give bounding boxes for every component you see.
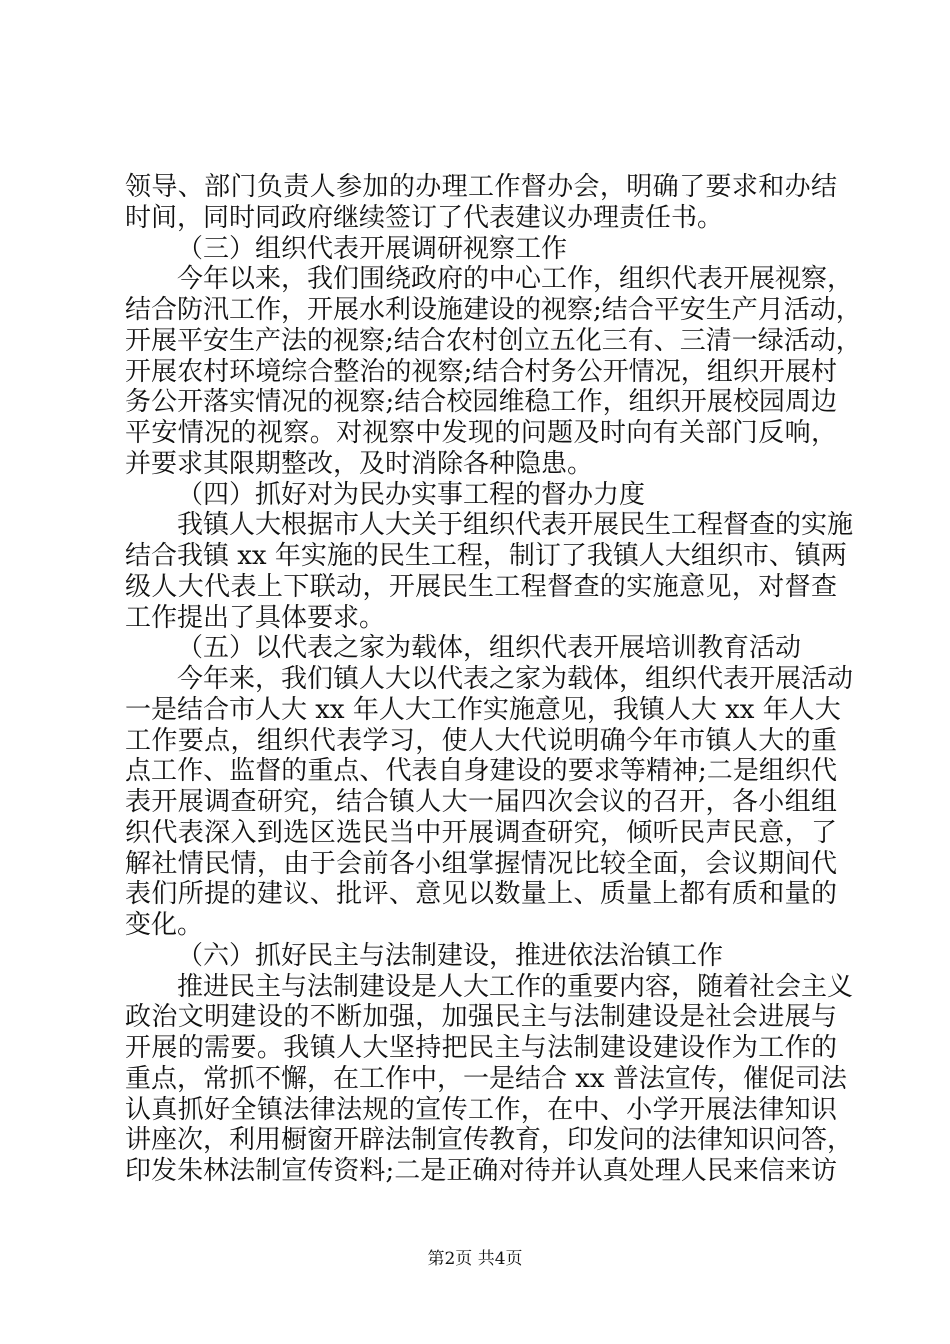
paragraph-line: 级人大代表上下联动，开展民生工程督查的实施意见，对督查: [125, 571, 837, 602]
paragraph-line: 工作要点，组织代表学习，使人大代说明确今年市镇人大的重: [125, 725, 837, 756]
paragraph-line: 一是结合市人大 xx 年人大工作实施意见，我镇人大 xx 年人大: [125, 694, 841, 725]
paragraph-line: 工作提出了具体要求。: [125, 602, 386, 633]
paragraph-line: 表开展调查研究，结合镇人大一届四次会议的召开，各小组组: [125, 787, 837, 817]
paragraph-line: 结合防汛工作，开展水利设施建设的视察;结合平安生产月活动，: [125, 295, 862, 325]
paragraph-line: 认真抓好全镇法律法规的宣传工作，在中、小学开展法律知识: [125, 1094, 837, 1125]
paragraph-line: 今年以来，我们围绕政府的中心工作，组织代表开展视察，: [177, 264, 854, 295]
paragraph-line: 结合我镇 xx 年实施的民生工程，制订了我镇人大组织市、镇两: [125, 541, 847, 571]
paragraph-line: 推进民主与法制建设是人大工作的重要内容，随着社会主义: [177, 971, 854, 1002]
paragraph-line: 印发朱林法制宣传资料;二是正确对待并认真处理人民来信来访: [125, 1156, 837, 1186]
paragraph-line: 开展农村环境综合整治的视察;结合村务公开情况，组织开展村: [125, 356, 837, 387]
paragraph-line: 开展的需要。我镇人大坚持把民主与法制建设建设作为工作的: [125, 1033, 837, 1063]
paragraph-line: 领导、部门负责人参加的办理工作督办会，明确了要求和办结: [125, 172, 837, 202]
paragraph-line: 时间，同时同政府继续签订了代表建议办理责任书。: [125, 202, 724, 233]
paragraph-line: 务公开落实情况的视察;结合校园维稳工作，组织开展校园周边: [125, 387, 837, 418]
paragraph-line: 平安情况的视察。对视察中发现的问题及时向有关部门反响，: [125, 418, 837, 448]
paragraph-line: 我镇人大根据市人大关于组织代表开展民生工程督查的实施: [177, 510, 854, 541]
paragraph-line: 变化。: [125, 910, 204, 940]
paragraph-line: 政治文明建设的不断加强，加强民主与法制建设是社会进展与: [125, 1002, 837, 1033]
section-heading: （三）组织代表开展调研视察工作: [177, 233, 568, 264]
document-body: [125, 172, 862, 1187]
section-heading: （四）抓好对为民办实事工程的督办力度: [177, 479, 646, 510]
paragraph-line: 今年来，我们镇人大以代表之家为载体，组织代表开展活动: [177, 664, 854, 694]
page-footer: 第2页 共4页: [427, 1249, 523, 1269]
paragraph-line: 开展平安生产法的视察;结合农村创立五化三有、三清一绿活动，: [125, 325, 862, 356]
paragraph-line: 重点，常抓不懈，在工作中，一是结合 xx 普法宣传，催促司法: [125, 1063, 847, 1094]
section-heading: （六）抓好民主与法制建设，推进依法治镇工作: [177, 940, 724, 971]
paragraph-line: 表们所提的建议、批评、意见以数量上、质量上都有质和量的: [125, 879, 837, 910]
section-heading: （五）以代表之家为载体，组织代表开展培训教育活动: [177, 633, 802, 664]
paragraph-line: 讲座次，利用橱窗开辟法制宣传教育，印发问的法律知识问答，: [125, 1125, 854, 1156]
paragraph-line: 织代表深入到选区选民当中开展调查研究，倾听民声民意，了: [125, 817, 837, 848]
paragraph-line: 点工作、监督的重点、代表自身建设的要求等精神;二是组织代: [125, 756, 837, 787]
paragraph-line: 并要求其限期整改，及时消除各种隐患。: [125, 448, 594, 479]
paragraph-line: 解社情民情，由于会前各小组掌握情况比较全面，会议期间代: [125, 848, 837, 879]
